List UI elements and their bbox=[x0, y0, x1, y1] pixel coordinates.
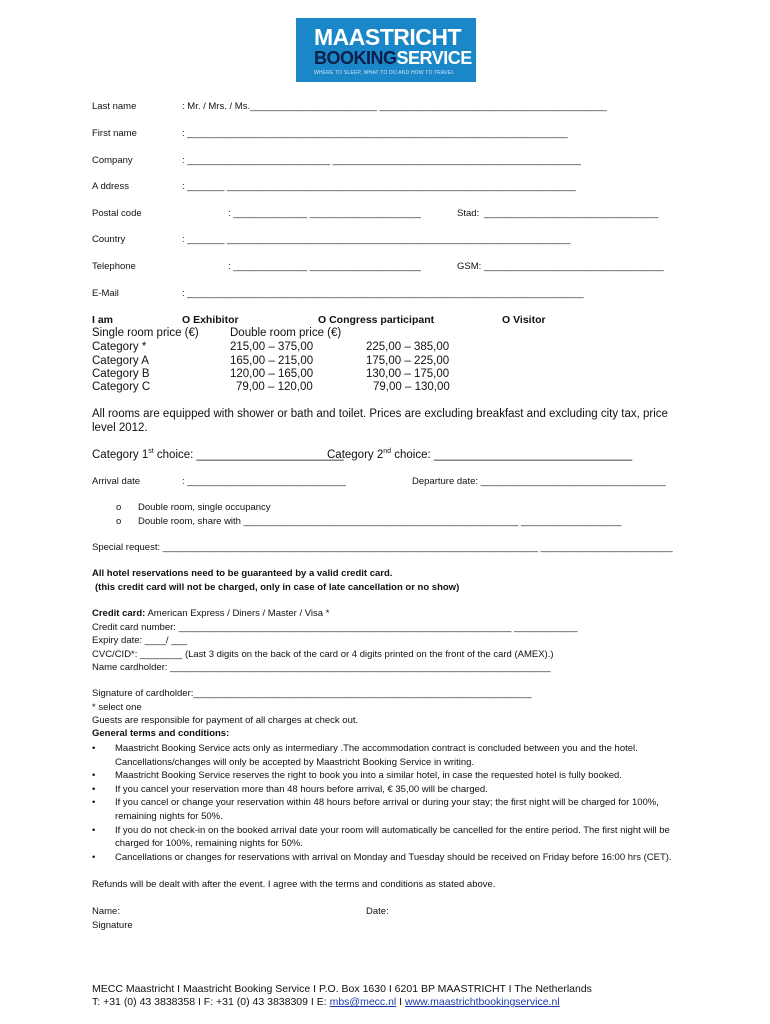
postal-code-label: Postal code bbox=[92, 208, 142, 219]
category-second-choice[interactable]: Category 2nd choice: _______________________________ bbox=[327, 448, 633, 461]
price-row-category: Category B bbox=[92, 368, 150, 380]
credit-card-number-field[interactable]: Credit card number: _______________________________________________________________ ____________ bbox=[92, 622, 578, 633]
term-item: • Cancellations or changes for reservations with arrival on Monday and Tuesday should be received on Friday before 16:00 hrs (CET). bbox=[92, 851, 672, 863]
option-congress-participant[interactable]: O Congress participant bbox=[318, 314, 435, 326]
refunds-note: Refunds will be dealt with after the event. I agree with the terms and conditions as stated above. bbox=[92, 879, 496, 890]
cardholder-signature-field[interactable]: Signature of cardholder:________________________________________________________________ bbox=[92, 688, 532, 699]
arrival-field[interactable]: : ______________________________ bbox=[182, 476, 346, 487]
terms-title: General terms and conditions: bbox=[92, 728, 230, 739]
city-field[interactable]: _________________________________ bbox=[484, 208, 659, 219]
gsm-label: GSM: bbox=[457, 261, 482, 272]
option-bullet: o bbox=[116, 516, 122, 527]
price-row-double: 175,00 – 225,00 bbox=[366, 355, 450, 367]
cardholder-name-field[interactable]: Name cardholder: ________________________________________________________________________ bbox=[92, 662, 551, 673]
double-price-header: Double room price (€) bbox=[230, 327, 342, 339]
telephone-field[interactable]: : ______________ _____________________ bbox=[228, 261, 421, 272]
footer-contact: T: +31 (0) 43 3838358 I F: +31 (0) 43 3838309 I E: mbs@mecc.nl I www.maastrichtbookingservice.nl bbox=[92, 996, 560, 1008]
expiry-date-field[interactable]: Expiry date: ____/ ___ bbox=[92, 635, 188, 646]
country-field[interactable]: : _______ _________________________________________________________________ bbox=[182, 234, 571, 245]
first-name-field[interactable]: : ________________________________________________________________________ bbox=[182, 128, 568, 139]
country-label: Country bbox=[92, 234, 126, 245]
option-visitor[interactable]: O Visitor bbox=[502, 314, 546, 326]
price-row-single: 165,00 – 215,00 bbox=[230, 355, 314, 367]
guests-note: Guests are responsible for payment of all charges at check out. bbox=[92, 715, 359, 726]
term-item: • Maastricht Booking Service reserves the right to book you into a similar hotel, in case the requested hotel is fully booked. bbox=[92, 770, 622, 782]
price-row-double: 79,00 – 130,00 bbox=[373, 381, 450, 393]
iam-label: I am bbox=[92, 314, 114, 326]
price-row-category: Category C bbox=[92, 381, 151, 393]
price-row-single: 120,00 – 165,00 bbox=[230, 368, 314, 380]
price-row-category: Category A bbox=[92, 355, 149, 367]
option-bullet: o bbox=[116, 502, 122, 513]
price-row-single: 79,00 – 120,00 bbox=[236, 381, 313, 393]
company-label: Company bbox=[92, 155, 133, 166]
first-name-label: First name bbox=[92, 128, 137, 139]
logo-tagline: WHERE TO SLEEP, WHAT TO DO AND HOW TO TRAVEL bbox=[314, 70, 455, 76]
city-label: Stad: bbox=[457, 208, 480, 219]
price-row-double: 130,00 – 175,00 bbox=[366, 368, 450, 380]
price-row-double: 225,00 – 385,00 bbox=[366, 341, 450, 353]
address-field[interactable]: : _______ __________________________________________________________________ bbox=[182, 181, 576, 192]
signature-label[interactable]: Signature bbox=[92, 920, 133, 931]
credit-card-types[interactable]: Credit card: American Express / Diners / Master / Visa * bbox=[92, 608, 330, 619]
option-single-occupancy[interactable]: Double room, single occupancy bbox=[138, 502, 271, 513]
telephone-label: Telephone bbox=[92, 261, 136, 272]
price-row-single: 215,00 – 375,00 bbox=[230, 341, 314, 353]
logo-line2: BOOKINGSERVICE bbox=[314, 48, 472, 68]
logo-line1: MAASTRICHT bbox=[314, 24, 462, 50]
term-item: • If you cancel your reservation more than 48 hours before arrival, € 35,00 will be charged. bbox=[92, 783, 488, 795]
last-name-label: Last name bbox=[92, 101, 137, 112]
rooms-note: All rooms are equipped with shower or bath and toilet. Prices are excluding breakfast and excluding city tax, price level 2012. bbox=[92, 408, 668, 434]
address-label: A ddress bbox=[92, 181, 129, 192]
departure-field[interactable]: Departure date: ___________________________________ bbox=[412, 476, 666, 487]
select-one-note: * select one bbox=[92, 702, 142, 713]
logo bbox=[296, 18, 476, 82]
gsm-field[interactable]: __________________________________ bbox=[484, 261, 664, 272]
cvc-field[interactable]: CVC/CID*: ________ (Last 3 digits on the back of the card or 4 digits printed on the front of the card (AMEX).) bbox=[92, 649, 554, 660]
guarantee-line2: (this credit card will not be charged, only in case of late cancellation or no show) bbox=[95, 582, 460, 593]
price-row-category: Category * bbox=[92, 341, 147, 353]
term-item: • If you do not check-in on the booked arrival date your room will automatically be cancelled for the entire period. The first night will be charged for 100%, remaining nights for 50%. bbox=[92, 824, 670, 850]
terms-list bbox=[92, 742, 692, 864]
email-label: E-Mail bbox=[92, 288, 119, 299]
category-first-choice[interactable]: Category 1st choice: _______________________ bbox=[92, 448, 344, 461]
term-item: • If you cancel or change your reservation within 48 hours before arrival or during your stay; the first night will be charged for 100%, remaining nights for 50%. bbox=[92, 797, 659, 822]
single-price-header: Single room price (€) bbox=[92, 327, 199, 339]
email-field[interactable]: : ___________________________________________________________________________ bbox=[182, 288, 584, 299]
date-label[interactable]: Date: bbox=[366, 906, 389, 917]
company-field[interactable]: : ___________________________ _______________________________________________ bbox=[182, 155, 581, 166]
footer-address: MECC Maastricht I Maastricht Booking Service I P.O. Box 1630 I 6201 BP MAASTRICHT I The Netherlands bbox=[92, 983, 592, 995]
footer-website-link[interactable]: www.maastrichtbookingservice.nl bbox=[405, 996, 560, 1008]
option-share-with[interactable]: Double room, share with ____________________________________________________ ___________________ bbox=[138, 516, 622, 527]
name-label[interactable]: Name: bbox=[92, 906, 120, 917]
guarantee-line1: All hotel reservations need to be guaranteed by a valid credit card. bbox=[92, 568, 393, 579]
term-item: • Maastricht Booking Service acts only as intermediary .The accommodation contract is concluded between you and the hotel. Cancellations/changes will only be accepted by Maastricht Booking Service in writing. bbox=[92, 743, 638, 768]
last-name-field[interactable]: : Mr. / Mrs. / Ms.________________________ ___________________________________________ bbox=[182, 101, 607, 112]
arrival-label: Arrival date bbox=[92, 476, 141, 487]
option-exhibitor[interactable]: O Exhibitor bbox=[182, 314, 239, 326]
special-request-field[interactable]: Special request: _______________________________________________________________________ _________________________ bbox=[92, 542, 673, 553]
footer-email-link[interactable]: mbs@mecc.nl bbox=[329, 996, 397, 1008]
postal-code-field[interactable]: : ______________ _____________________ bbox=[228, 208, 421, 219]
